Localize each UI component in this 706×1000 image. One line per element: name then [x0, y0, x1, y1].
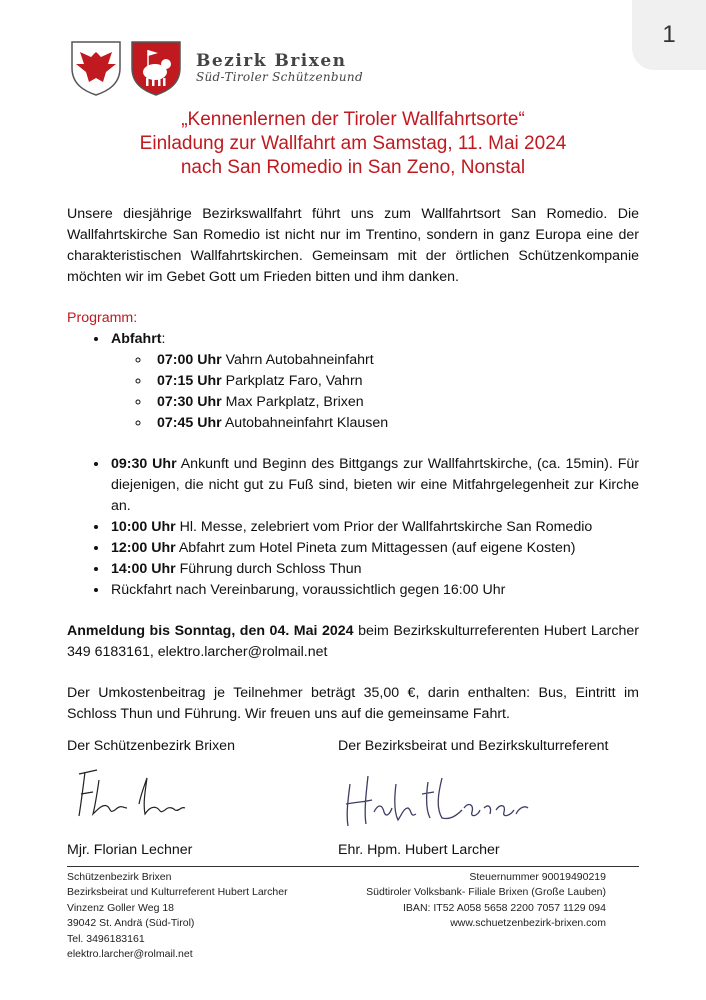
list-item: • Rückfahrt nach Vereinbarung, voraussichtlich gegen 16:00 Uhr — [109, 580, 639, 601]
abfahrt-label: Abfahrt — [111, 331, 162, 347]
org-subtitle: Süd-Tiroler Schützenbund — [196, 69, 363, 84]
org-name: Bezirk Brixen — [196, 51, 347, 72]
list-item: • 12:00 Uhr Abfahrt zum Hotel Pineta zum Mittagessen (auf eigene Kosten) — [109, 538, 639, 559]
signer-name-left: Mjr. Florian Lechner — [67, 842, 193, 858]
signature-larcher-icon — [338, 764, 538, 834]
signature-lechner-icon — [69, 764, 199, 824]
signer-role: Der Schützenbezirk Brixen — [67, 738, 235, 754]
title-line-2: Einladung zur Wallfahrt am Samstag, 11. Mai 2024 — [139, 133, 567, 154]
programm-heading: Programm: — [67, 310, 138, 326]
list-item: • 14:00 Uhr Führung durch Schloss Thun — [109, 559, 639, 580]
kosten-paragraph: Der Umkostenbeitrag je Teilnehmer beträgt 35,00 €, darin enthalten: Bus, Eintritt im Schloss Thun und Führung. Wir freuen uns auf die gemeinsame Fahrt. — [67, 685, 639, 722]
footer-address: Schützenbezirk Brixen Bezirksbeirat und Kulturreferent Hubert Larcher Vinzenz Goller Weg 18 39042 St. Andrä (Süd-Tirol) Tel. 3496183161 elektro.larcher@rolmail.net — [67, 871, 288, 961]
page-number-badge: 1 — [632, 0, 706, 70]
intro-paragraph: Unsere diesjährige Bezirkswallfahrt führt uns zum Wallfahrtsort San Romedio. Die Wallfahrtskirche San Romedio ist nicht nur im Trentino, sondern in ganz Europa eine der charakteristischen Wallfahrtskirchen. Gemeinsam mit der örtlichen Schützenkompanie möchten wir im Gebet Gott um Frieden bitten und ihm danken. — [67, 206, 639, 285]
signer-role: Der Bezirksbeirat und Bezirkskulturreferent — [338, 738, 609, 754]
signer-name-right: Ehr. Hpm. Hubert Larcher — [338, 842, 500, 858]
list-item: ◦ 07:45 Uhr Autobahneinfahrt Klausen — [151, 413, 639, 434]
programm-list — [67, 329, 639, 601]
signature-left — [67, 738, 235, 754]
tyrolean-eagle-icon — [70, 40, 122, 96]
anmeldung-paragraph: Anmeldung bis Sonntag, den 04. Mai 2024 beim Bezirkskulturreferenten Hubert Larcher 349 6183161, elektro.larcher@rolmail.net — [67, 623, 639, 660]
brixen-lamb-icon — [130, 40, 182, 96]
footer-divider — [67, 866, 639, 867]
letter-body — [67, 204, 639, 725]
list-item: ◦ 07:30 Uhr Max Parkplatz, Brixen — [151, 392, 639, 413]
list-item: • Abfahrt: ◦ 07:00 Uhr Vahrn Autobahneinfahrt ◦ 07:15 Uhr Parkplatz Faro, Vahrn ◦ 07:30 Uhr Max Parkplatz, Brixen ◦ 07:45 Uhr Autobahneinfahrt Klausen — [109, 329, 639, 434]
signature-right — [338, 738, 608, 754]
list-item: ◦ 07:00 Uhr Vahrn Autobahneinfahrt — [151, 350, 639, 371]
letterhead — [70, 40, 363, 96]
list-item: • 10:00 Uhr Hl. Messe, zelebriert vom Prior der Wallfahrtskirche San Romedio — [109, 517, 639, 538]
title-line-3: nach San Romedio in San Zeno, Nonstal — [180, 157, 526, 178]
departure-list — [111, 350, 639, 434]
document-title — [0, 108, 706, 180]
list-spacer — [109, 434, 639, 454]
title-line-1: „Kennenlernen der Tiroler Wallfahrtsorte“ — [181, 109, 525, 130]
footer-bank-info: Steuernummer 90019490219 Südtiroler Volksbank- Filiale Brixen (Große Lauben) IBAN: IT52 A058 5658 2200 7057 1129 094 www.schuetzenbezirk-brixen.com — [366, 871, 606, 930]
list-item: ◦ 07:15 Uhr Parkplatz Faro, Vahrn — [151, 371, 639, 392]
list-item: • 09:30 Uhr Ankunft und Beginn des Bittgangs zur Wallfahrtskirche, (ca. 15min). Für diejenigen, die nicht gut zu Fuß sind, bieten wir eine Mitfahrgelegenheit zur Kirche an. — [109, 454, 639, 517]
